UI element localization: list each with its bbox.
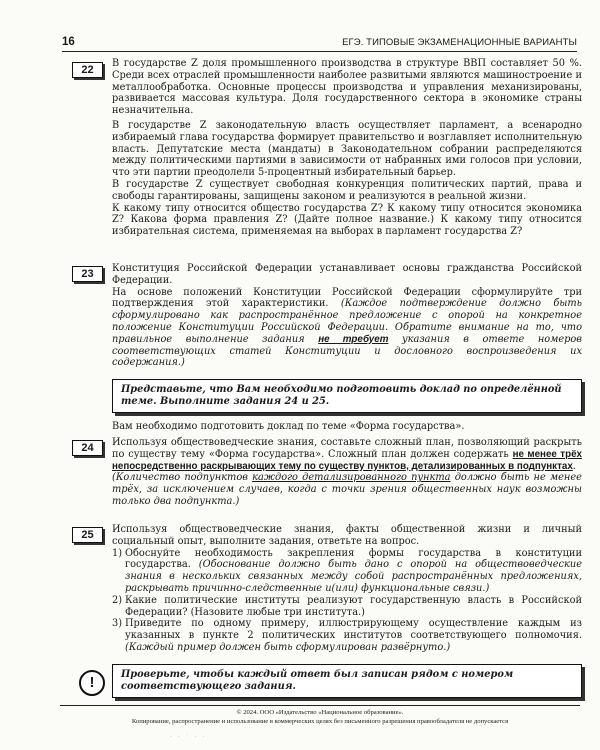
task-23-note-b: указания в ответе номеров соответствующих статей Конституции и дословного воспроизведения их содержания.) <box>112 333 582 369</box>
task-24-note-underlined: каждого детализированного пункта <box>252 472 451 484</box>
task-25-item-3 <box>112 618 582 653</box>
report-topic-text: Вам необходимо подготовить доклад по теме «Форма государства». <box>112 421 465 432</box>
task-24 <box>112 437 582 508</box>
task-23-paragraph-2 <box>112 287 582 370</box>
task-number-25: 25 <box>72 527 103 543</box>
task-25-item-1 <box>112 548 582 595</box>
task-23-instruction: На основе положений Конституции Российской Федерации сформулируйте три подтверждения этой характеристики. <box>112 286 582 310</box>
task-23-note-a: (Каждое подтверждение должно быть сформулировано как распространённое предложение с опорой на конкретное положение Конституции Российской Федерации. Обратите внимание на то, что правильное выполнение задания <box>112 298 582 345</box>
task-22-paragraph-2: В государстве Z законодательную власть осуществляет парламент, а всенародно избираемый глава государства формирует правительство и возглавляет исполнительную власть. Депутатские места (мандаты) в Законодательном собрании распределяются между политическими партиями в зависимости от набранных ими голосов при условии, что эти партии преодолели 5-процентный избирательный барьер. <box>112 119 582 179</box>
task-24-note-b: должно быть не менее трёх, за исключением случаев, когда с точки зрения общественных наук возможны только два подпункта.) <box>112 472 582 507</box>
task-23 <box>112 263 582 369</box>
task-23-note-emphasis: не требует <box>318 333 389 345</box>
task-24-note-a: (Количество подпунктов <box>112 472 248 484</box>
check-notice-text: Проверьте, чтобы каждый ответ был записан рядом с номером соответствующего задания. <box>121 669 514 692</box>
item-number: 2) <box>112 594 123 606</box>
task-22 <box>112 58 582 238</box>
footer-legal: Копирование, распространение и использование в коммерческих целях без письменного разрешения правообладателя не допускается <box>131 718 509 725</box>
item-note: (Каждый пример должен быть сформулирован развёрнуто.) <box>125 641 451 653</box>
task-23-paragraph-1: Конституция Российской Федерации устанавливает основы гражданства Российской Федерации. <box>112 263 582 286</box>
task-24-period: . <box>572 460 576 472</box>
task-25-list <box>112 548 582 654</box>
task-number-22: 22 <box>72 62 103 78</box>
item-text: Обоснуйте необходимость закрепления формы государства в конституции государства. <box>125 547 582 571</box>
task-24-requirement: не менее трёх непосредственно раскрывающих тему по существу пунктов, детализированных в подпунктах <box>112 448 582 472</box>
task-number-23: 23 <box>72 266 103 282</box>
check-notice-box <box>112 664 582 698</box>
report-notice-box <box>112 379 582 413</box>
task-25 <box>112 524 582 654</box>
report-notice-text: Представьте, что Вам необходимо подготовить доклад по определённой теме. Выполните задания 24 и 25. <box>121 384 562 407</box>
item-number: 3) <box>112 618 123 630</box>
scan-marks: · · ˙ · · <box>170 734 207 741</box>
item-text: Какие политические институты реализуют государственную власть в Российской Федерации? (Назовите любые три института.) <box>125 594 582 618</box>
item-note: (Обоснование должно быть дано с опорой на обществоведческие знания в нескольких связанных между собой распространённых предложениях, раскрывать причинно-следственные и(или) функциональные связи.) <box>125 559 582 594</box>
report-topic <box>112 421 582 433</box>
header-title: ЕГЭ. ТИПОВЫЕ ЭКЗАМЕНАЦИОННЫЕ ВАРИАНТЫ <box>342 37 577 48</box>
item-number: 1) <box>112 547 123 559</box>
item-text: Приведите по одному примеру, иллюстрирующему осуществление каждым из указанных в пункте 2 политических институтов соответствующего полномочия. <box>125 618 582 642</box>
task-24-instruction: Используя обществоведческие знания, составьте сложный план, позволяющий раскрыть по существу тему «Форма государства». Сложный план должен содержать <box>112 437 582 460</box>
task-22-paragraph-4: К какому типу относится общество государства Z? К какому типу относится экономика Z? Какова форма правления Z? (Дайте полное название.) К какому типу относится избирательная система, применяемая на выборах в парламент государства Z? <box>112 202 582 238</box>
task-24-paragraph-2 <box>112 472 582 507</box>
task-22-paragraph-1: В государстве Z доля промышленного производства в структуре ВВП составляет 50 %. Среди всех отраслей промышленности наиболее развитыми являются машиностроение и металлообработка. Основные процессы производства и управления механизированы, развивается массовая культура. Доля государственного сектора в экономике страны незначительна. <box>112 58 582 117</box>
page-footer <box>60 705 580 726</box>
task-number-24: 24 <box>72 440 103 456</box>
task-25-paragraph-1: Используя обществоведческие знания, факты общественной жизни и личный социальный опыт, выполните задания, ответьте на вопрос. <box>112 524 582 547</box>
exclamation-icon: ! <box>79 670 105 696</box>
task-22-paragraph-3: В государстве Z существует свободная конкуренция политических партий, права и свободы гарантированы, защищены законом и реализуются в реальной жизни. <box>112 178 582 202</box>
task-25-item-2 <box>112 595 582 619</box>
page-number: 16 <box>62 36 75 48</box>
task-24-paragraph-1 <box>112 437 582 472</box>
footer-copyright: © 2024. ООО «Издательство «Национальное образование». <box>236 709 404 716</box>
page-header <box>62 36 577 52</box>
